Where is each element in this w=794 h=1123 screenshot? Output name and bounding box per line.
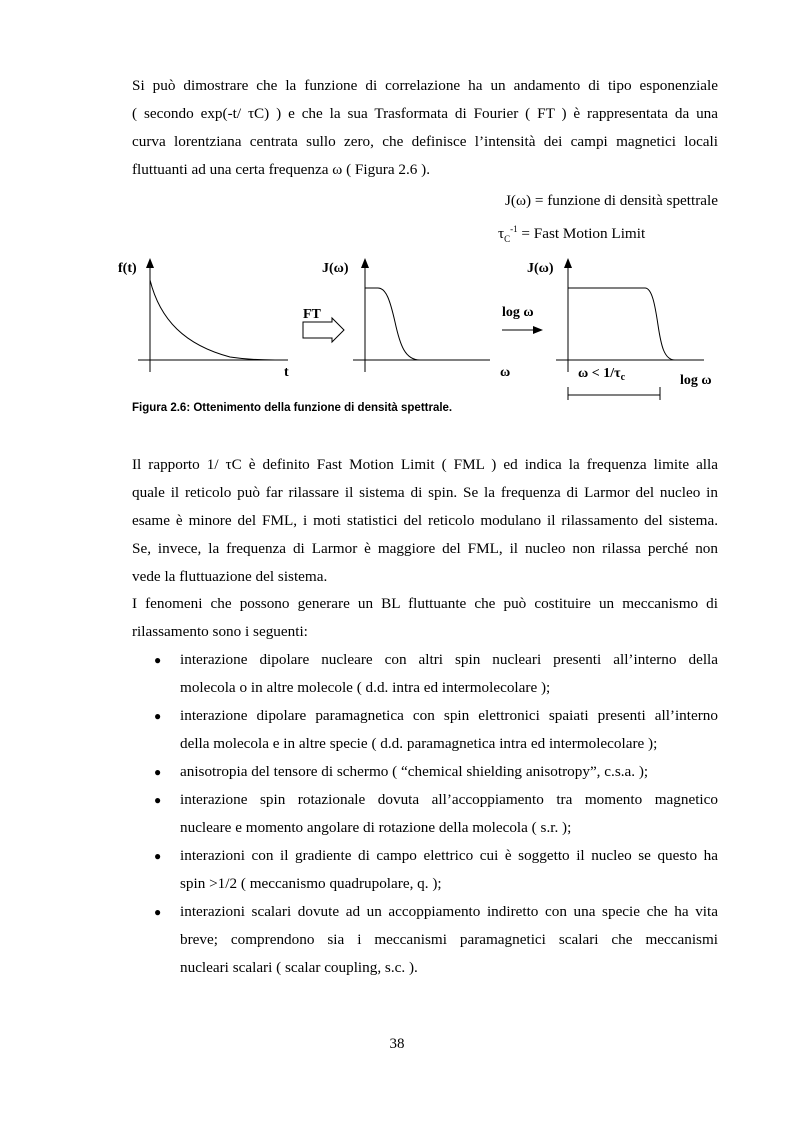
list-item-line: interazioni scalari dovute ad un accoppiamento indiretto con una specie che ha vita: [180, 903, 718, 920]
panel-log-spectral-density: [527, 258, 712, 400]
tau-subscript: C: [504, 234, 511, 245]
list-item-line: breve; comprendono sia i meccanismi paramagnetici scalari che meccanismi: [180, 931, 718, 948]
lorentzian-curve: [365, 288, 480, 360]
paragraph-line: Se, invece, la frequenza di Larmor è maggiore del FML, il nucleo non rilassa perché non: [132, 540, 718, 557]
definition-j-omega: J(ω) = funzione di densità spettrale: [505, 192, 718, 209]
panel3-x-label: log ω: [680, 373, 712, 388]
fml-paragraph: [132, 451, 718, 591]
fast-motion-limit-label: [578, 366, 626, 383]
bullet-icon: ●: [154, 905, 162, 919]
list-item: [132, 702, 718, 758]
paragraph-line: I fenomeni che possono generare un BL fluttuante che può costituire un meccanismo di: [132, 595, 718, 612]
list-item-line: spin >1/2 ( meccanismo quadrupolare, q. );: [180, 875, 442, 892]
ft-label: FT: [303, 307, 321, 322]
page-number: 38: [389, 1036, 405, 1052]
panel-correlation-function: [118, 258, 289, 380]
ft-arrow: [303, 307, 344, 342]
paragraph-line: Il rapporto 1/ τC è definito Fast Motion Limit ( FML ) ed indica la frequenza limite alla: [132, 456, 718, 473]
list-item: [132, 758, 718, 786]
panel1-x-label: t: [284, 365, 289, 380]
intro-line: ( secondo exp(-t/ τC) ) e che la sua Trasformata di Fourier ( FT ) è rappresentata da una: [132, 105, 718, 122]
list-item-line: nucleare e momento angolare di rotazione della molecola ( s.r. );: [180, 819, 572, 836]
tau-symbol: τ: [498, 225, 505, 243]
list-item-line: anisotropia del tensore di schermo ( “chemical shielding anisotropy”, c.s.a. );: [180, 763, 649, 780]
tau-definition-text: = Fast Motion Limit: [517, 225, 646, 243]
exponential-decay-curve: [150, 280, 275, 360]
list-item-line: nucleari scalari ( scalar coupling, s.c. ).: [180, 959, 418, 976]
panel1-y-label: f(t): [118, 261, 137, 276]
panel2-x-label: ω: [500, 365, 511, 380]
log-omega-label: log ω: [502, 305, 534, 320]
paragraph-line: esame è minore del FML, i moti statistici del reticolo modulano il rilassamento del sistema.: [132, 512, 718, 529]
list-item: [132, 786, 718, 842]
intro-paragraph: [132, 72, 718, 184]
bullet-icon: ●: [154, 793, 162, 807]
log-arrow: [502, 305, 543, 334]
intro-line: curva lorentziana centrata sullo zero, che definisce l’intensità dei campi magnetici locali: [132, 133, 718, 150]
panel3-y-label: J(ω): [527, 261, 554, 276]
bullet-icon: ●: [154, 709, 162, 723]
paragraph-line: quale il reticolo può far rilassare il sistema di spin. Se la frequenza di Larmor del nucleo in: [132, 484, 718, 501]
list-item-line: della molecola e in altre specie ( d.d. paramagnetica intra ed intermolecolare );: [180, 735, 658, 752]
phenomena-paragraph: [132, 590, 718, 646]
figure-2-6: [0, 250, 794, 400]
plateau-curve: [568, 288, 700, 360]
limit-label-base: ω < 1/τ: [578, 366, 621, 381]
limit-label-subscript: c: [620, 372, 626, 383]
panel2-y-label: J(ω): [322, 261, 349, 276]
list-item-line: interazione dipolare nucleare con altri spin nucleari presenti all’interno della: [180, 651, 718, 668]
bullet-icon: ●: [154, 653, 162, 667]
tau-superscript: -1: [510, 224, 518, 234]
intro-line: Si può dimostrare che la funzione di correlazione ha un andamento di tipo esponenziale: [132, 77, 718, 94]
list-item: [132, 842, 718, 898]
list-item-line: interazioni con il gradiente di campo elettrico cui è soggetto il nucleo se questo ha: [180, 847, 718, 864]
bullet-icon: ●: [154, 765, 162, 779]
list-item-line: interazione spin rotazionale dovuta all’accoppiamento tra momento magnetico: [180, 791, 718, 808]
relaxation-mechanisms-list: [132, 646, 718, 982]
definitions: [132, 187, 718, 243]
list-item-line: molecola o in altre molecole ( d.d. intra ed intermolecolare );: [180, 679, 551, 696]
definition-tau: [132, 215, 718, 243]
bullet-icon: ●: [154, 849, 162, 863]
paragraph-line: rilassamento sono i seguenti:: [132, 623, 308, 640]
panel-spectral-density: [322, 258, 510, 380]
list-item: [132, 898, 718, 982]
figure-caption: Figura 2.6: Ottenimento della funzione di densità spettrale.: [132, 402, 453, 414]
intro-line: fluttuanti ad una certa frequenza ω ( Figura 2.6 ).: [132, 161, 431, 178]
list-item-line: interazione dipolare paramagnetica con spin elettronici spaiati presenti all’interno: [180, 707, 718, 724]
paragraph-line: vede la fluttuazione del sistema.: [132, 568, 328, 585]
list-item: [132, 646, 718, 702]
